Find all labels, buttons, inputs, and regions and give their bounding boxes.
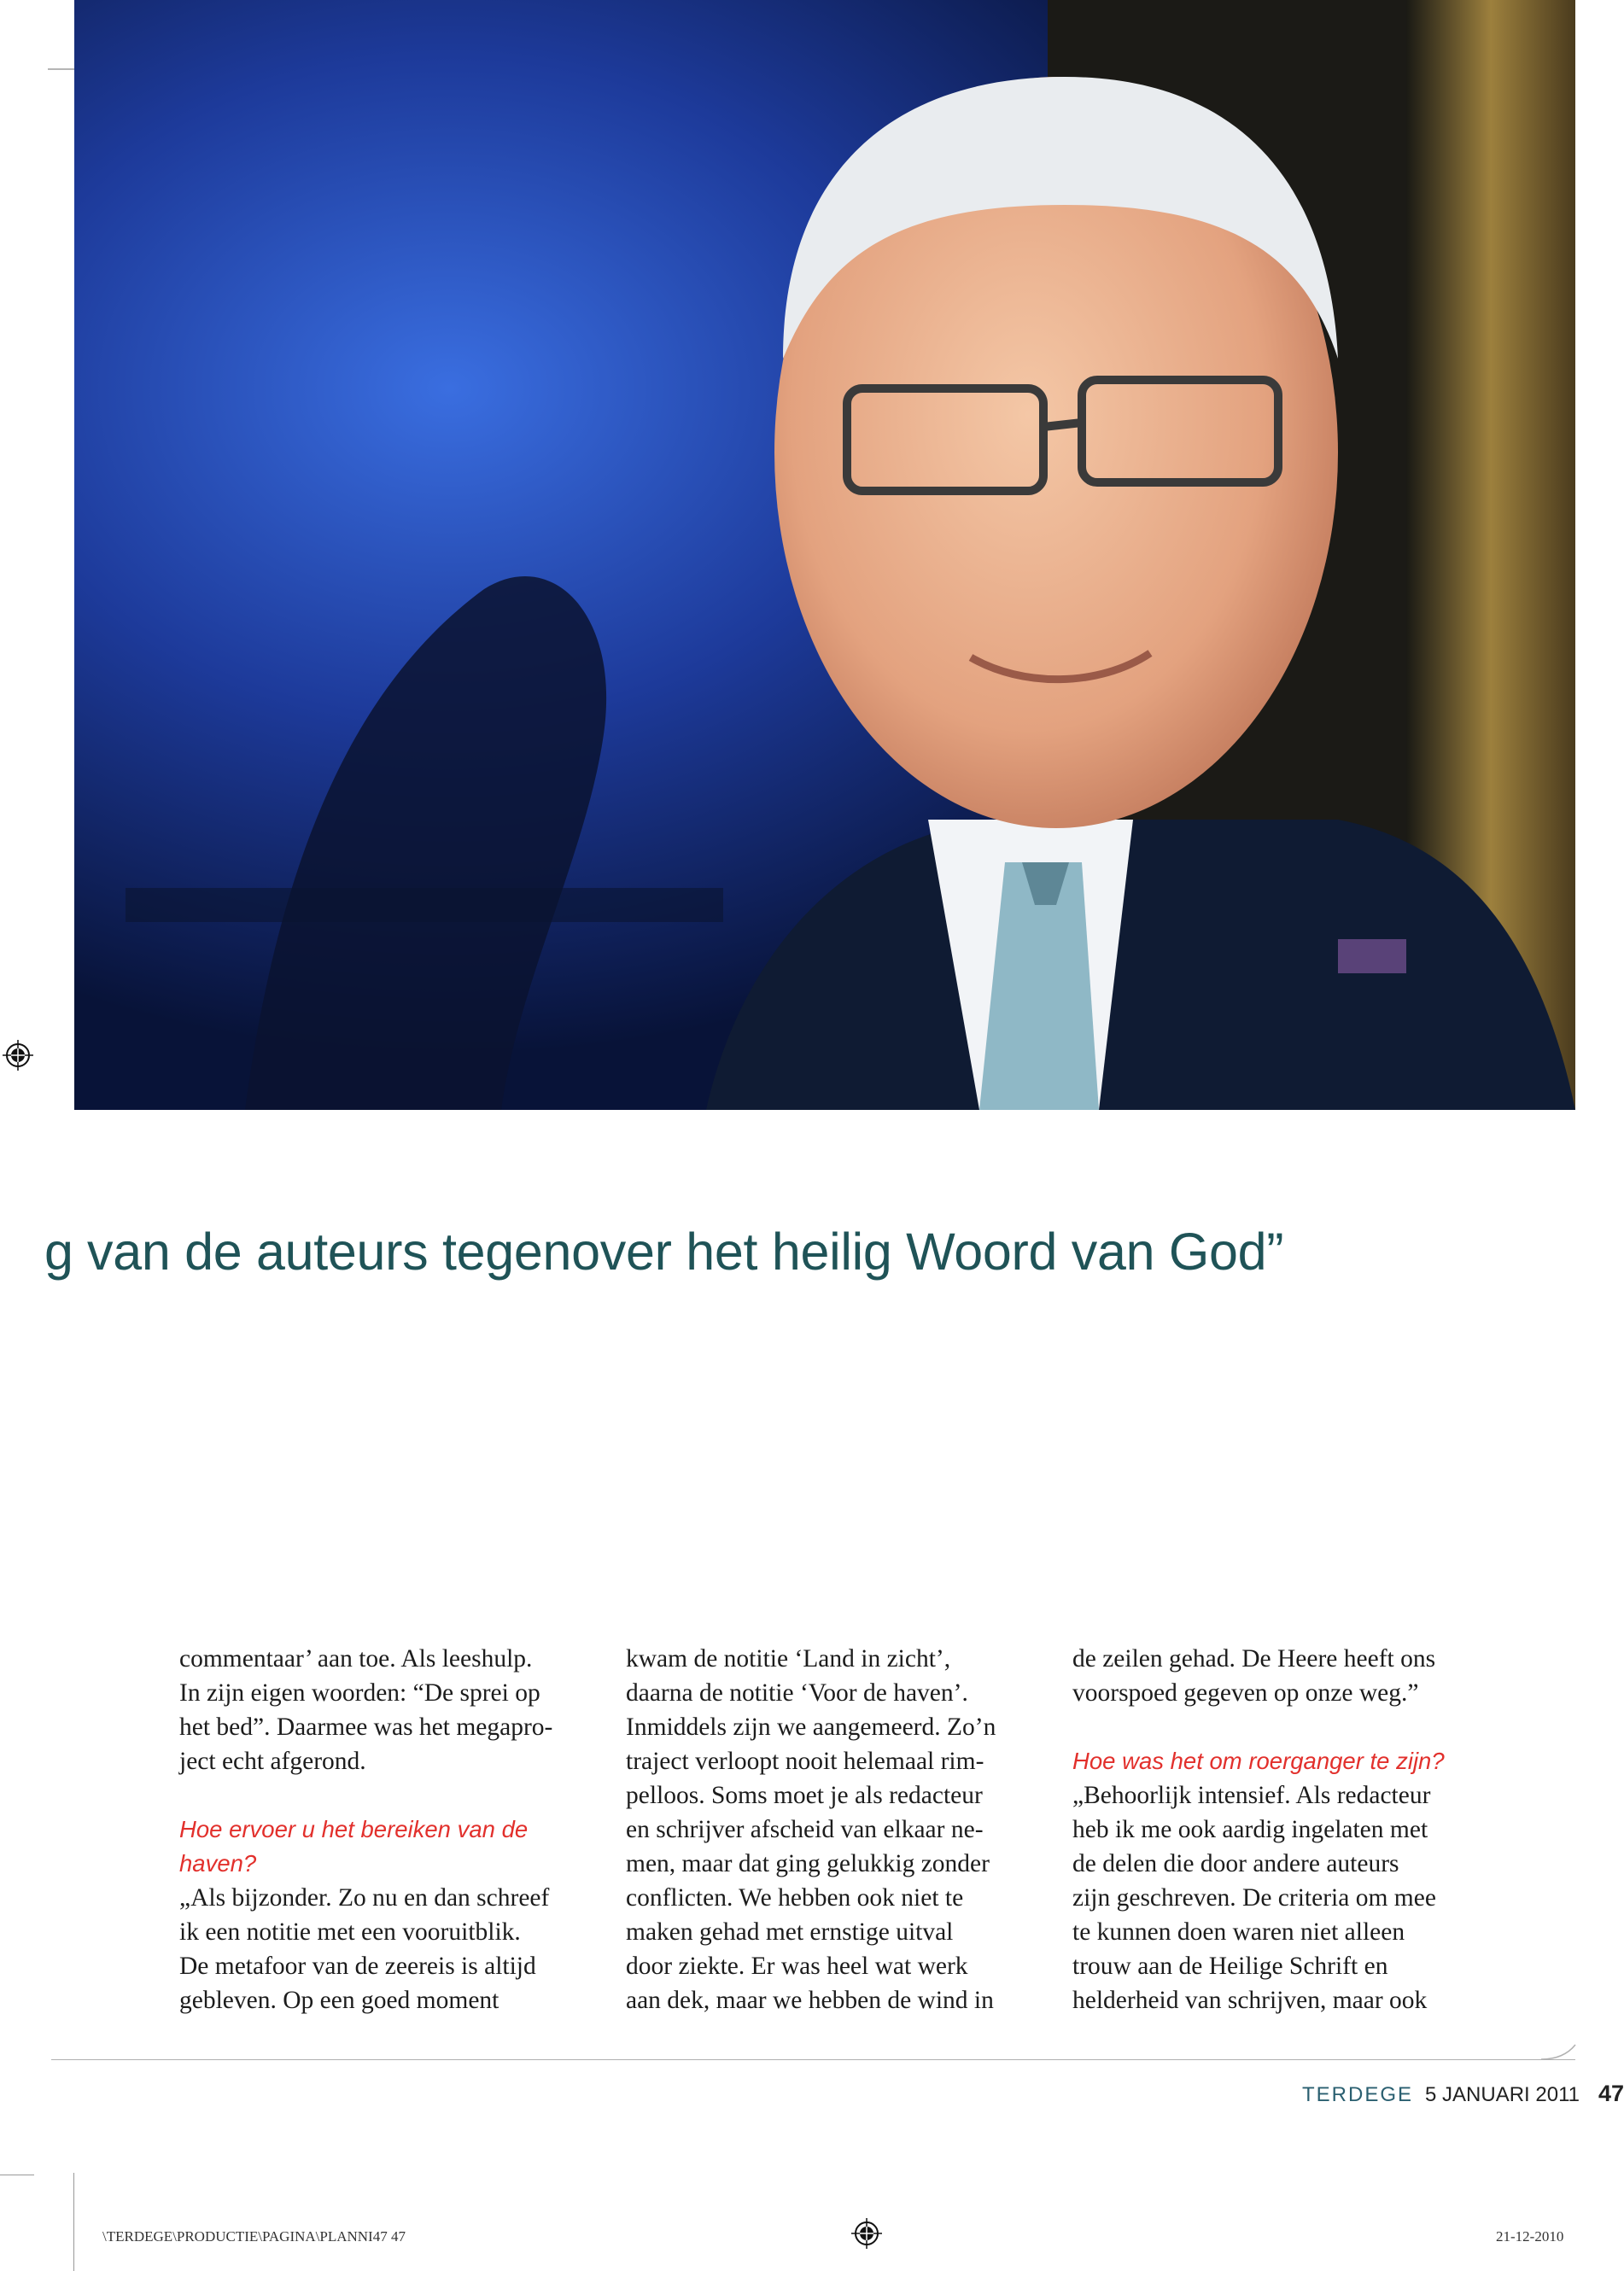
body-line: de delen die door andere auteurs	[1072, 1850, 1399, 1877]
portrait-photo	[74, 0, 1575, 1110]
body-line: trouw aan de Heilige Schrift en	[1072, 1953, 1388, 1980]
body-line: maken gehad met ernstige uitval	[626, 1918, 954, 1946]
body-line: en schrijver afscheid van elkaar ne-	[626, 1816, 984, 1843]
body-line: commentaar’ aan toe. Als leeshulp.	[179, 1645, 533, 1673]
body-line: helderheid van schrijven, maar ook	[1072, 1987, 1428, 2014]
body-line: In zijn eigen woorden: “De sprei op	[179, 1679, 540, 1707]
print-slug-path: \TERDEGE\PRODUCTIE\PAGINA\PLANNI47 47	[102, 2228, 406, 2245]
body-line: zijn geschreven. De criteria om mee	[1072, 1884, 1436, 1912]
pull-quote	[44, 1221, 1564, 1283]
body-line: Inmiddels zijn we aangemeerd. Zo’n	[626, 1713, 996, 1741]
article-column-1	[179, 1642, 591, 2017]
article-column-2	[626, 1642, 1037, 2017]
page-number: 47	[1598, 2081, 1624, 2106]
body-line: daarna de notitie ‘Voor de haven’.	[626, 1679, 968, 1707]
issue-date: 5 JANUARI 2011	[1425, 2083, 1580, 2106]
body-line: kwam de notitie ‘Land in zicht’,	[626, 1645, 951, 1673]
body-line: de zeilen gehad. De Heere heeft ons	[1072, 1645, 1436, 1673]
body-line: traject verloopt nooit helemaal rim-	[626, 1748, 984, 1775]
pull-quote-clipped-char: g	[44, 1223, 73, 1281]
body-line: conflicten. We hebben ook niet te	[626, 1884, 964, 1912]
body-line: te kunnen doen waren niet alleen	[1072, 1918, 1405, 1946]
body-line: gebleven. Op een goed moment	[179, 1987, 499, 2014]
magazine-name: TERDEGE	[1302, 2083, 1414, 2106]
body-line: pelloos. Soms moet je als redacteur	[626, 1782, 983, 1809]
interview-question: Hoe ervoer u het bereiken van de	[179, 1816, 529, 1842]
footer-rule	[51, 2059, 1575, 2060]
body-line: heb ik me ook aardig ingelaten met	[1072, 1816, 1428, 1843]
article-column-3	[1072, 1642, 1484, 2017]
interview-question: Hoe was het om roerganger te zijn?	[1072, 1748, 1445, 1774]
body-line: ik een notitie met een vooruitblik.	[179, 1918, 521, 1946]
interview-question: haven?	[179, 1850, 257, 1877]
page-footer	[1302, 2081, 1624, 2107]
body-line: door ziekte. Er was heel wat werk	[626, 1953, 968, 1980]
registration-mark-icon	[3, 1040, 33, 1071]
registration-mark-icon	[851, 2218, 882, 2249]
body-line: ject echt afgerond.	[179, 1748, 366, 1775]
trim-line	[73, 2173, 74, 2271]
body-line: De metafoor van de zeereis is altijd	[179, 1953, 536, 1980]
body-line: „Behoorlijk intensief. Als redacteur	[1072, 1782, 1431, 1809]
body-line: aan dek, maar we hebben de wind in	[626, 1987, 994, 2014]
body-line: men, maar dat ging gelukkig zonder	[626, 1850, 990, 1877]
body-line: „Als bijzonder. Zo nu en dan schreef	[179, 1884, 550, 1912]
pull-quote-text: van de auteurs tegenover het heilig Woord van God”	[87, 1223, 1284, 1281]
print-slug-date: 21-12-2010	[1496, 2228, 1564, 2245]
body-line: voorspoed gegeven op onze weg.”	[1072, 1679, 1419, 1707]
body-line: het bed”. Daarmee was het megapro-	[179, 1713, 553, 1741]
crop-mark	[48, 68, 75, 70]
footer-rule-curve	[1541, 2045, 1575, 2062]
portrait-illustration	[74, 0, 1575, 1110]
